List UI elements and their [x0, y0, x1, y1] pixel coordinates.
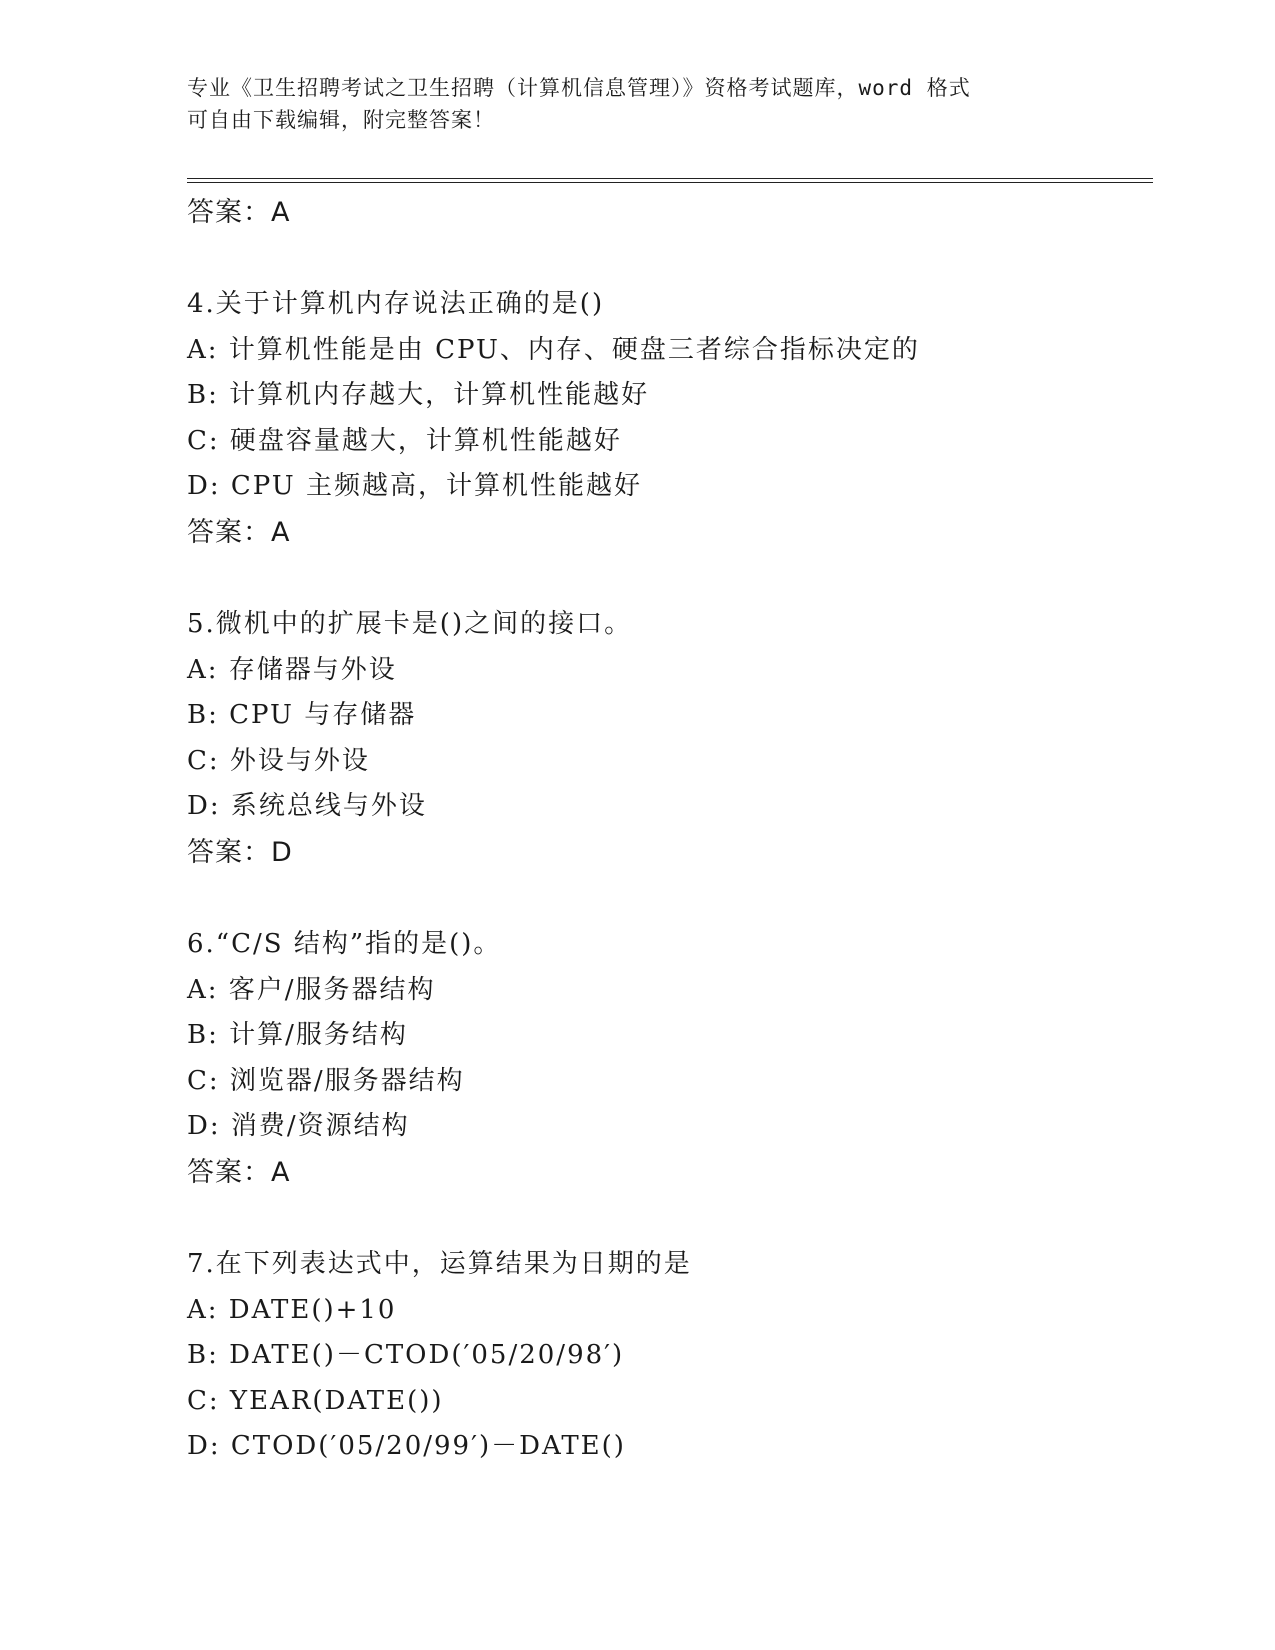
- option-a: A: 计算机性能是由 CPU、内存、硬盘三者综合指标决定的: [187, 334, 920, 365]
- question-list: [187, 190, 1153, 1470]
- option-c: C: 浏览器/服务器结构: [187, 1065, 465, 1096]
- question-stem: 6.“C/S 结构”指的是()。: [187, 928, 502, 959]
- option-d: D: 消费/资源结构: [187, 1111, 410, 1142]
- option-d: D: 系统总线与外设: [187, 791, 427, 822]
- option-a: A: DATE()+10: [187, 1294, 397, 1325]
- answer-line: 答案：D: [187, 836, 293, 868]
- option-b: B: 计算机内存越大，计算机性能越好: [187, 380, 650, 411]
- answer-line: 答案：A: [187, 1156, 291, 1188]
- option-c: C: 硬盘容量越大，计算机性能越好: [187, 425, 622, 456]
- spacer: [187, 875, 1153, 922]
- option-c: C: 外设与外设: [187, 745, 370, 776]
- answer-line: 答案：A: [187, 516, 291, 548]
- option-b: B: CPU 与存储器: [187, 700, 417, 731]
- question-5: [187, 602, 1153, 875]
- option-b: B: 计算/服务结构: [187, 1020, 408, 1051]
- option-d: D: CPU 主频越高，计算机性能越好: [187, 471, 642, 502]
- spacer: [187, 235, 1153, 282]
- question-stem: 5.微机中的扩展卡是()之间的接口。: [187, 608, 633, 639]
- option-d: D: CTOD(′05/20/99′)－DATE(): [187, 1431, 626, 1462]
- spacer: [187, 1195, 1153, 1242]
- answer-line: 答案：A: [187, 197, 291, 228]
- header-divider-bottom: [187, 182, 1153, 183]
- question-4: [187, 282, 1153, 555]
- option-a: A: 存储器与外设: [187, 654, 397, 685]
- option-b: B: DATE()－CTOD(′05/20/98′): [187, 1340, 625, 1371]
- header-line-1: 专业《卫生招聘考试之卫生招聘（计算机信息管理）》资格考试题库，word 格式: [187, 76, 971, 100]
- document-header: [187, 72, 1067, 136]
- option-a: A: 客户/服务器结构: [187, 974, 436, 1005]
- header-divider-top: [187, 178, 1153, 179]
- header-line-2: 可自由下载编辑，附完整答案！: [187, 108, 495, 132]
- spacer: [187, 555, 1153, 602]
- option-c: C: YEAR(DATE()): [187, 1385, 444, 1416]
- question-7: [187, 1242, 1153, 1470]
- question-6: [187, 922, 1153, 1195]
- question-stem: 7.在下列表达式中，运算结果为日期的是: [187, 1248, 692, 1279]
- question-stem: 4.关于计算机内存说法正确的是(): [187, 289, 605, 319]
